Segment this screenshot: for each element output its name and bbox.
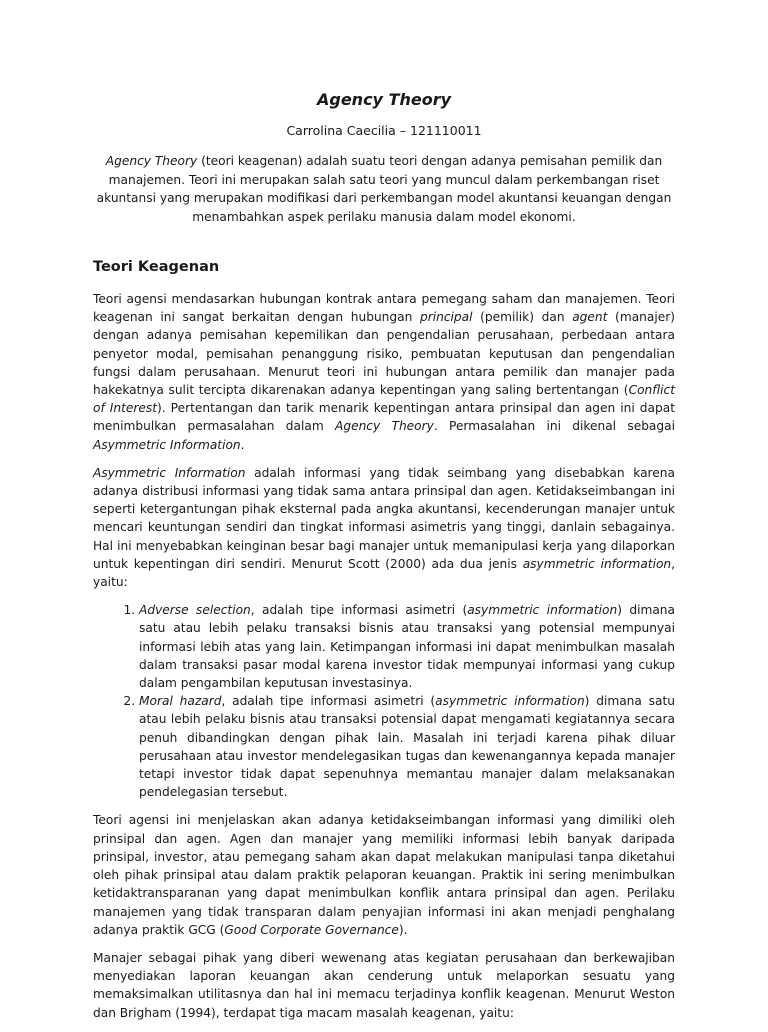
- paragraph-2: [93, 464, 675, 591]
- paragraph-1: [93, 290, 675, 454]
- abstract-text: (teori keagenan) adalah suatu teori dengan adanya pemisahan pemilik dan manajemen. Teori ini merupakan salah satu teori yang muncul dalam perkembangan riset akuntansi yang merupakan modifikasi dari perkembangan model akuntansi keuangan dengan menambahkan aspek perilaku manusia dalam model ekonomi.: [96, 154, 672, 224]
- document-title: Agency Theory: [316, 90, 452, 109]
- abstract-term: Agency Theory: [105, 154, 198, 168]
- p1-text-b: (pemilik) dan: [472, 310, 573, 325]
- p2-text-b: , yaitu:: [93, 556, 676, 590]
- document-author: Carrolina Caecilia – 121110011: [286, 123, 482, 138]
- list-item-text-a: , adalah tipe informasi asimetri (: [250, 603, 468, 618]
- p3-gcg: Good Corporate Governance: [224, 922, 399, 937]
- p1-text-c: (manajer) dengan adanya pemisahan kepemilikan dan pengendalian perusahaan, perbedaan antara penyetor modal, pemisahan penanggung risiko, pembuatan keputusan dan pengendalian fungsi dalam perusahaan. Menurut teori ini hubungan antara pemilik dan manajer pada hakekatnya sulit tercipta dikarenakan adanya kepentingan yang saling bertentangan (: [93, 310, 675, 398]
- p1-conflict: Conflict of Interest: [93, 383, 675, 416]
- p2-asymmetric-lower: asymmetric information: [522, 556, 672, 571]
- p3-text-a: Teori agensi ini menjelaskan akan adanya ketidakseimbangan informasi yang dimiliki oleh prinsipal dan agen. Agen dan manajer yang memiliki informasi lebih banyak daripada prinsipal, investor, atau pemegang saham akan dapat melakukan manipulasi tanpa diketahui oleh pihak prinsipal atau dalam praktik pelaporan keuangan. Praktik ini sering menimbulkan ketidaktransparanan yang dapat menimbulkan konflik antara prinsipal dan agen. Perilaku manajemen yang tidak transparan dalam penyajian informasi ini akan menjadi penghalang adanya praktik GCG (: [93, 813, 675, 937]
- list-item-asymmetric: asymmetric information: [467, 603, 618, 618]
- p2-asymmetric: Asymmetric Information: [93, 465, 246, 480]
- list-item-text-a: , adalah tipe informasi asimetri (: [221, 694, 436, 709]
- p1-text-e: . Permasalahan ini dikenal sebagai: [433, 419, 675, 434]
- list-item-text-b: ) dimana satu atau lebih pelaku bisnis atau transaksi potensial dapat mengamati kegiatannya secara penuh dibandingkan dengan pihak lain. Masalah ini terjadi karena pihak diluar perusahaan atau investor mendelegasikan tugas dan kewenangannya kepada manajer tetapi investor tidak dapat sepenuhnya memantau manajer dalam melaksanakan pendelegasian tersebut.: [139, 694, 675, 800]
- abstract: [93, 152, 675, 226]
- list-item-term: Moral hazard: [139, 694, 222, 709]
- p1-agent: agent: [572, 310, 608, 325]
- body-text: [93, 290, 675, 1032]
- paragraph-4: Manajer sebagai pihak yang diberi wewenang atas kegiatan perusahaan dan berkewajiban menyediakan laporan keuangan akan cenderung untuk melaporkan sesuatu yang memaksimalkan utilitasnya dan hal ini memacu terjadinya konflik keagenan. Menurut Weston dan Brigham (1994), terdapat tiga macam masalah keagenan, yaitu:: [93, 950, 675, 1020]
- p2-text-a: adalah informasi yang tidak seimbang yang disebabkan karena adanya distribusi informasi yang tidak sama antara prinsipal dan agen. Ketidakseimbangan ini seperti ketergantungan pihak eksternal pada angka akuntansi, kecenderungan manajer untuk mencari keuntungan sendiri dan tingkat informasi asimetris yang tinggi, danlain sebagainya. Hal ini menyebabkan keinginan besar bagi manajer untuk memanipulasi kerja yang dilaporkan untuk kepentingan diri sendiri. Menurut Scott (2000) ada dua jenis: [93, 465, 675, 571]
- list-item: [139, 601, 675, 692]
- p1-agency-theory: Agency Theory: [335, 419, 434, 434]
- p1-text-d: ). Pertentangan dan tarik menarik kepentingan antara prinsipal dan agen ini dapat menimbulkan permasalahan dalam: [93, 401, 675, 434]
- p1-asymmetric: Asymmetric Information: [93, 437, 241, 452]
- list-item-term: Adverse selection: [139, 603, 251, 618]
- asymmetric-types-list: [93, 601, 675, 801]
- section-heading: Teori Keagenan: [93, 259, 220, 275]
- paragraph-3: [93, 811, 675, 938]
- p1-text-f: .: [240, 437, 245, 452]
- p1-text-a: Teori agensi mendasarkan hubungan kontrak antara pemegang saham dan manajemen. Teori keagenan ini sangat berkaitan dengan hubungan: [93, 292, 675, 325]
- list-item: [139, 692, 675, 801]
- list-item-asymmetric: asymmetric information: [435, 694, 585, 709]
- p3-text-b: ).: [398, 922, 408, 937]
- p1-principal: principal: [419, 310, 473, 325]
- list-item-text-b: ) dimana satu atau lebih pelaku transaksi bisnis atau transaksi yang potensial mempunyai informasi lebih atas yang lain. Ketimpangan informasi ini dapat menimbulkan masalah dalam transaksi pasar modal karena investor tidak mempunyai informasi yang cukup dalam pengambilan keputusan investasinya.: [139, 603, 675, 691]
